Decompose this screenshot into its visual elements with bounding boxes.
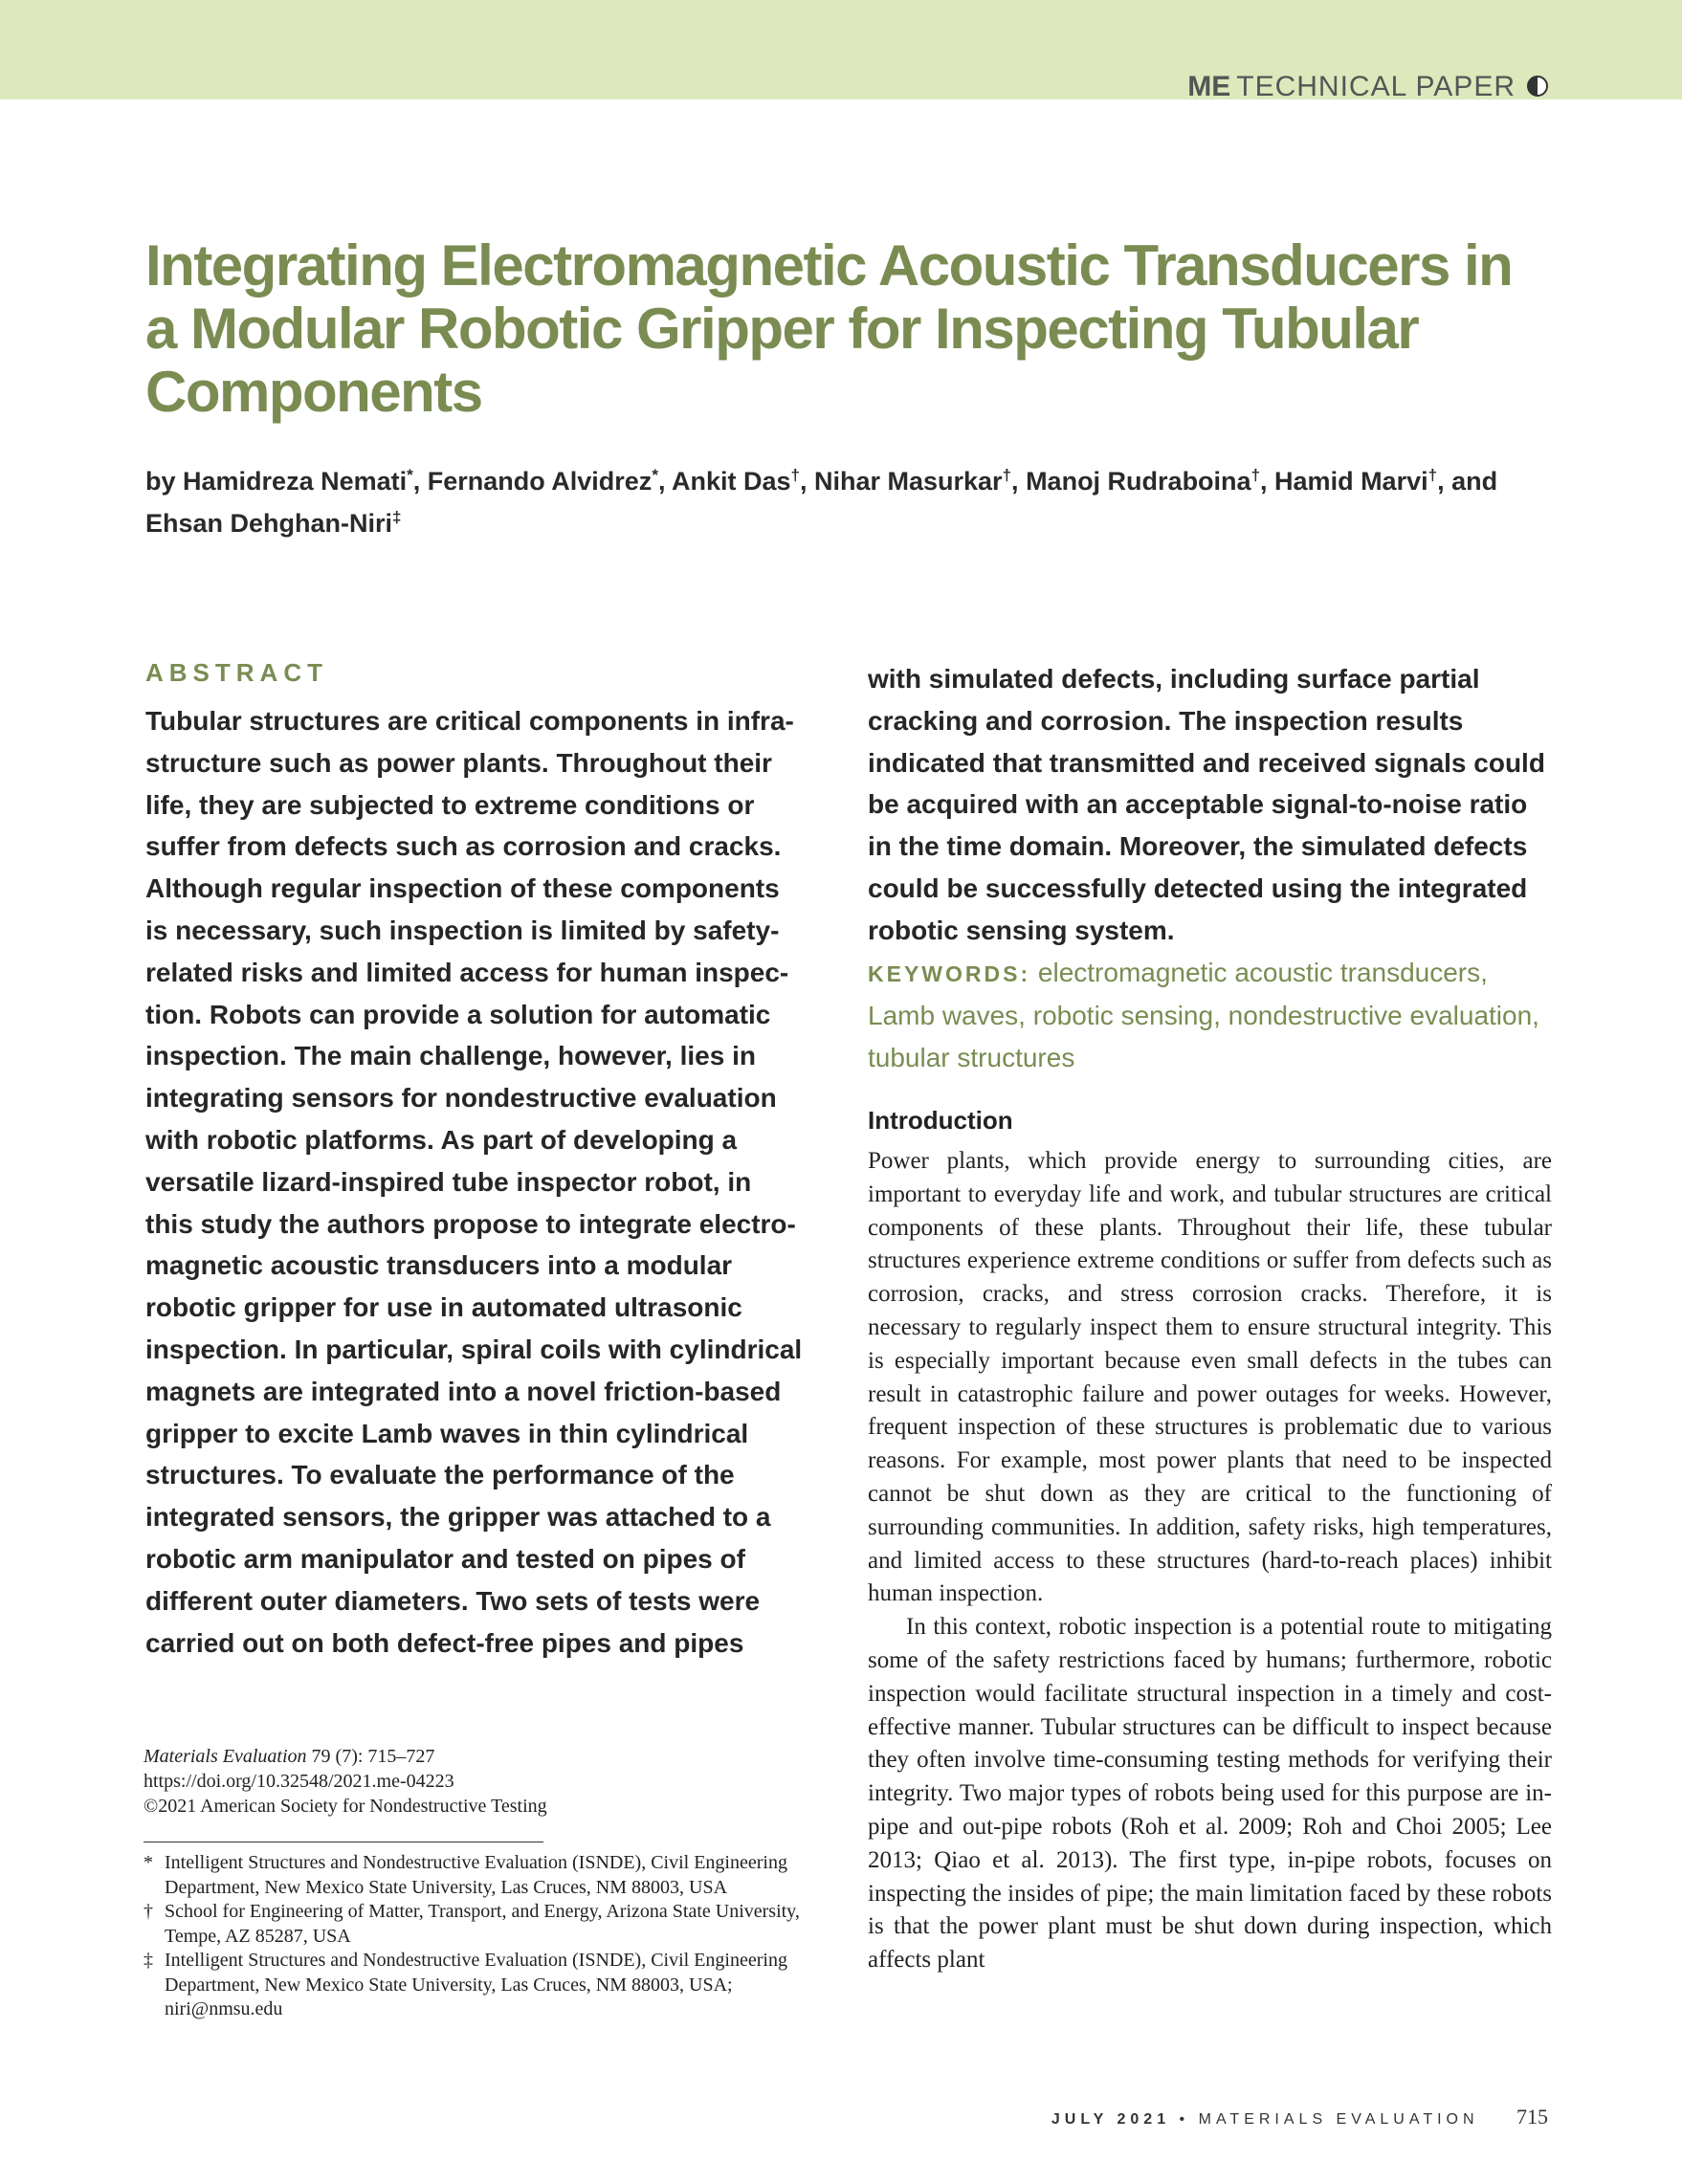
author: Fernando Alvidrez [427, 467, 653, 496]
bullet: • [1179, 2111, 1190, 2128]
abstract-text-continued: with simulated defects, including surface partial cracking and corrosion. The inspection results indicated that transmitted and received signals could be acquired with an acceptable signal-to-noise ratio in the time domain. Moreover, the simulated defects could be successfully detected using the integrated robotic sensing system. [868, 664, 1545, 945]
section-label: TECHNICAL PAPER [1236, 71, 1516, 102]
issue-date: JULY 2021 [1051, 2111, 1171, 2128]
brand-mark: ME [1187, 71, 1231, 102]
journal-name: Materials Evaluation [144, 1746, 307, 1767]
footnote: * Intelligent Structures and Nondestructive Evaluation (ISNDE), Civil Engineering Department, New Mexico State University, Las Cruces, NM 88003, USA [144, 1852, 787, 1898]
introduction-paragraph: In this context, robotic inspection is a potential route to mitigating some of the safety restrictions faced by humans; furthermore, robotic inspection would facilitate structural inspection in a timely and cost-effective manner. Tubular structures can be difficult to inspect because they often involve time-consuming testing methods for verifying their integrity. Two major types of robots being used for this purpose are in-pipe and out-pipe robots (Roh et al. 2009; Roh and Choi 2005; Lee 2013; Qiao et al. 2013). The first type, in-pipe robots, focuses on inspecting the insides of pipe; the main limitation faced by these robots is that the power plant must be shut down during inspection, which affects plant [868, 1614, 1552, 1974]
introduction-paragraph: Power plants, which provide energy to surrounding cities, are important to everyday life and work, and tubular structures are critical components of these plants. Throughout their life, these tubular structures experience extreme conditions or suffer from defects such as corrosion, cracks, and stress corrosion cracks. Therefore, it is necessary to regularly inspect them to ensure structural integrity. This is especially important because even small defects in the tubes can result in catastrophic failure and power outages for weeks. However, frequent inspection of these structures is problematic due to various reasons. For example, most power plants that need to be inspected cannot be shut down as they are critical to the functioning of surrounding communities. In addition, safety risks, high temperatures, and limited access to these structures (hard-to-reach places) inhibit human inspection. [868, 1147, 1552, 1607]
author: Ankit Das [671, 467, 791, 496]
abstract-text: Tubular structures are critical components in infrastructure such as power plants. Throughout their life, they are subjected to extreme conditions or suffer from defects such as corrosion and cracks. Although regular inspection of these components is necessary, such inspection is limited by safety-related risks and limited access for human inspection. Robots can provide a solution for automatic inspection. The main challenge, however, lies in integrating sensors for nondestructive evaluation with robotic platforms. As part of developing a versatile lizard-inspired tube inspector robot, in this study the authors propose to integrate electromagnetic acoustic transducers into a modular robotic gripper for use in automated ultrasonic inspection. In particular, spiral coils with cylindrical magnets are integrated into a novel friction-based gripper to excite Lamb waves in thin cylindrical structures. To evaluate the performance of the integrated sensors, the gripper was attached to a robotic arm manipulator and tested on pipes of different outer diameters. Two sets of tests were carried out on both defect-free pipes and pipes [145, 706, 803, 1658]
doi-link[interactable]: https://doi.org/10.32548/2021.me-04223 [144, 1771, 454, 1792]
author-list: by Hamidreza Nemati*, Fernando Alvidrez*, Ankit Das†, Nihar Masurkar†, Manoj Rudraboina†, Hamid Marvi†, and Ehsan Dehghan-Niri‡ [145, 466, 1498, 538]
page-number: 715 [1516, 2105, 1548, 2129]
introduction-heading: Introduction [868, 1105, 1013, 1135]
citation-block [144, 1744, 804, 1819]
footnote: † School for Engineering of Matter, Transport, and Energy, Arizona State University, Tempe, AZ 85287, USA [144, 1901, 800, 1947]
author: Hamidreza Nemati [183, 467, 408, 496]
keywords [868, 952, 1552, 1079]
left-column [145, 658, 806, 1664]
right-column [868, 658, 1552, 1977]
page-footer [1051, 2105, 1548, 2129]
footer-journal: MATERIALS EVALUATION [1198, 2111, 1479, 2128]
keywords-text: electromagnetic acoustic transducers, Lamb waves, robotic sensing, nondestructive evaluation, tubular structures [868, 957, 1539, 1073]
author: Manoj Rudraboina [1026, 467, 1251, 496]
keywords-label: KEYWORDS: [868, 960, 1031, 986]
author: Nihar Masurkar [813, 467, 1003, 496]
footnote: ‡ Intelligent Structures and Nondestructive Evaluation (ISNDE), Civil Engineering Department, New Mexico State University, Las Cruces, NM 88003, USA; niri@nmsu.edu [144, 1950, 787, 2019]
volume-issue: 79 (7): 715–727 [311, 1746, 435, 1767]
half-circle-icon [1527, 76, 1548, 97]
paper-title: Integrating Electromagnetic Acoustic Transducers in a Modular Robotic Gripper for Inspecting Tubular Components [145, 233, 1513, 424]
author: Ehsan Dehghan-Niri [145, 509, 393, 538]
affiliation-footnotes [144, 1851, 813, 2022]
abstract-heading: ABSTRACT [145, 658, 328, 687]
section-tag [1187, 71, 1548, 103]
copyright: ©2021 American Society for Nondestructive Testing [144, 1796, 547, 1817]
author: Hamid Marvi [1274, 467, 1428, 496]
